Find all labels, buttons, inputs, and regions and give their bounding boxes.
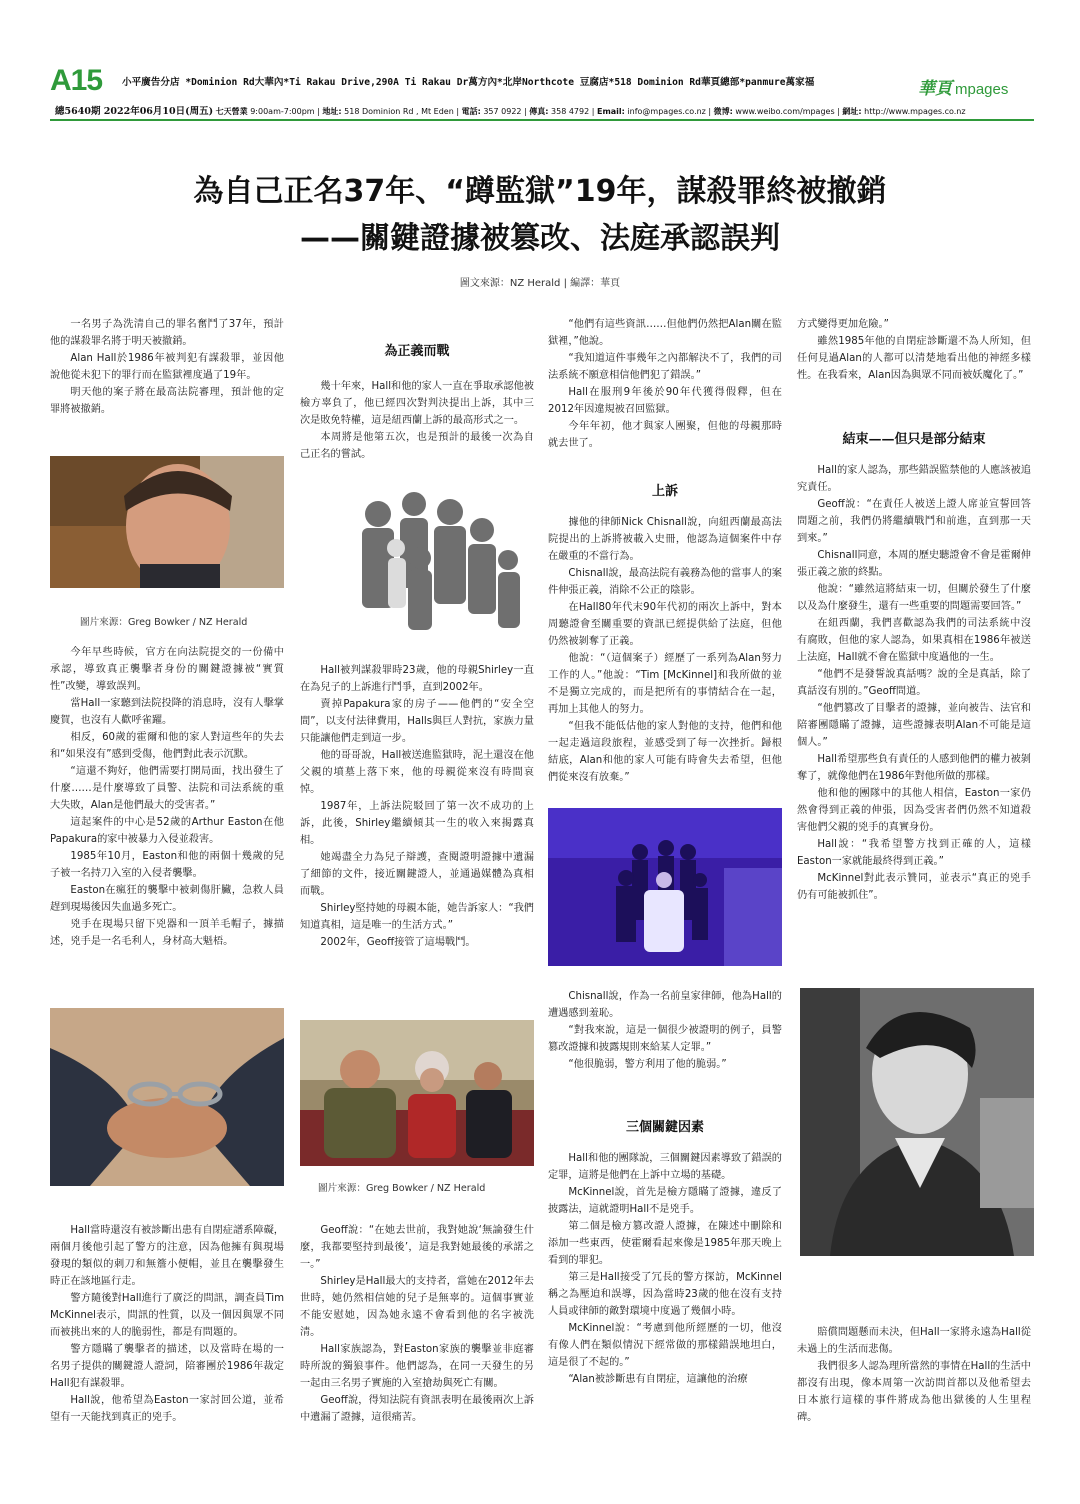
paragraph: McKinnel說，首先是檢方隱瞞了證據，違反了披露法，這就證明Hall不是兇手。 [548, 1187, 782, 1215]
logo-mark: 華頁 [918, 79, 952, 98]
paragraph: Shirley堅持她的母親本能，她告訴家人：“我們知道真相，這是唯一的生活方式。” [300, 903, 534, 931]
paragraph: 明天他的案子將在最高法院審理，預計他的定罪將被撤銷。 [50, 387, 284, 415]
paragraph: 兇手在現場只留下兇器和一頂羊毛帽子，據描述，兇手是一名毛利人，身材高大魁梧。 [50, 919, 284, 947]
issue-date: 總5640期 2022年06月10日(周五) [55, 106, 214, 117]
paragraph: 賠償問題懸而未決，但Hall一家將永遠為Hall從未過上的生活而悲傷。 [797, 1327, 1031, 1355]
email-label: Email: [596, 107, 625, 116]
column-3-appeal [548, 514, 782, 786]
young-alan-hall-photo [800, 988, 1034, 1256]
paragraph: 第二個是檢方篡改證人證據，在陳述中刪除和添加一些東西，使霍爾看起來像是1985年那天晚上看到的罪犯。 [548, 1221, 782, 1266]
subhead-fight-for-justice: 為正義而戰 [384, 344, 450, 359]
paragraph: Hall當時還沒有被診斷出患有自閉症譜系障礙，兩個月後他引起了警方的注意，因為他擁有與現場發現的類似的刺刀和無簷小便帽，並且在襲擊發生時正在該地區行走。 [50, 1225, 284, 1287]
column-3-bottom [548, 1150, 782, 1388]
logo-word: mpages [955, 81, 1009, 98]
website[interactable]: http://www.mpages.co.nz [864, 107, 966, 116]
paragraph: 今年早些時候，官方在向法院提交的一份備中承認，導致真正襲擊者身份的關鍵證據被“實質性”改變，導致誤判。 [50, 647, 284, 692]
paragraph: Hall說：“我希望警方找到正確的人，這樣Easton一家就能最終得到正義。” [797, 839, 1031, 867]
photo-caption: 圖片來源：Greg Bowker / NZ Herald [318, 1183, 486, 1194]
paragraph: 他說：“（這個案子）經歷了一系列為Alan努力工作的人。”他說：“Tim [McKinnel]和我所做的並不是獨立完成的，而是把所有的事情結合在一起，再加上其他人的努力。 [548, 653, 782, 715]
photo-caption: 圖片來源：Greg Bowker / NZ Herald [80, 617, 248, 628]
paragraph: 今年年初，他才與家人團聚，但他的母親那時就去世了。 [548, 421, 782, 449]
column-4-bottom [797, 1324, 1031, 1426]
column-3-top [548, 316, 782, 452]
paragraph: Easton在瘋狂的襲擊中被刺傷肝臟，急救人員趕到現場後因失血過多死亡。 [50, 885, 284, 913]
paragraph: 第三是Hall接受了冗長的警方探訪，McKinnel稱之為壓迫和誤導，因為當時23歲的他在沒有支持人員或律師的敵對環境中度過了幾個小時。 [548, 1272, 782, 1317]
weibo-label: 微博: [713, 107, 733, 116]
paragraph: Hall的家人認為，那些錯誤監禁他的人應該被追究責任。 [797, 465, 1031, 493]
paragraph: McKinnel說：“考慮到他所經歷的一切，他沒有像人們在類似情況下經常做的那樣錯誤地坦白，這是很了不起的。” [548, 1323, 782, 1368]
paragraph: 在Hall80年代末90年代初的兩次上訴中，對本周聽證會至關重要的資訊已經提供給了法庭，但他仍然被剝奪了正義。 [548, 602, 782, 647]
paragraph: “對我來說，這是一個很少被證明的例子，員警篡改證據和披露規則來給某人定罪。” [548, 1025, 782, 1053]
column-2-middle [300, 662, 534, 951]
paragraph: “他們篡改了目擊者的證據，並向被告、法官和陪審團隱瞞了證據，這些證據表明Alan不可能是這個人。” [797, 703, 1031, 748]
paragraph: Chisnall說，最高法院有義務為他的當事人的案件伸張正義，消除不公正的陰影。 [548, 568, 782, 596]
paragraph: Hall和他的團隊說，三個關鍵因素導致了錯誤的定罪，這將是他們在上訴中立場的基礎。 [548, 1153, 782, 1181]
paragraph: Alan Hall於1986年被判犯有謀殺罪，並因他說他從未犯下的罪行而在監獄裡度過了19年。 [50, 353, 284, 381]
paragraph: “他們不是發誓說真話嗎？說的全是真話，除了真話沒有別的。”Geoff問道。 [797, 669, 1031, 697]
paragraph: 警方隱瞞了襲擊者的描述，以及當時在場的一名男子提供的關鍵證人證詞，陪審團於1986年裁定Hall犯有謀殺罪。 [50, 1344, 284, 1389]
paragraph: 警方隨後對Hall進行了廣泛的問訊，調查員Tim McKinnel表示，問訊的性質，以及一個因與眾不同而被挑出來的人的脆弱性，都是有問題的。 [50, 1293, 284, 1338]
alan-hall-portrait-photo [50, 456, 284, 588]
column-3-middle [548, 988, 782, 1073]
family-portrait-purple-photo [548, 808, 782, 966]
paragraph: Hall希望那些負有責任的人感到他們的權力被剝奪了，就像他們在1986年對他所做的那樣。 [797, 754, 1031, 782]
paragraph: 據他的律師Nick Chisnall說，向紐西蘭最高法院提出的上訴將被載入史冊，他認為這個案件中存在嚴重的不當行為。 [548, 517, 782, 562]
hours: 9:00am-7:00pm [250, 107, 315, 116]
column-1-middle [50, 644, 284, 950]
source-credit: 圖文來源：NZ Herald | 編譯：華頁 [459, 278, 621, 289]
paragraph: Shirley是Hall最大的支持者，當她在2012年去世時，她仍然相信她的兒子是無辜的。這個事實並不能安慰她，因為她永遠不會看到他的名字被洗清。 [300, 1276, 534, 1338]
paragraph: Geoff說，得知法院有資訊表明在最後兩次上訴中遺漏了證據，這很痛苦。 [300, 1395, 534, 1423]
phone-label: 電話: [461, 107, 481, 116]
mpages-logo [918, 74, 1008, 99]
paragraph: 他的哥哥說，Hall被送進監獄時，泥土還沒在他父親的墳墓上落下來，他的母親從來沒有時間哀悼。 [300, 750, 534, 795]
paragraph: 他說：“雖然這將結束一切，但關於發生了什麼以及為什麼發生，還有一些重要的問題需要回答。” [797, 584, 1031, 612]
paragraph: 他和他的團隊中的其他人相信，Easton一家仍然會得到正義的伸張，因為受害者們仍然不知道殺害他們父親的兇手的真實身份。 [797, 788, 1031, 833]
page-number: A15 [50, 64, 103, 97]
column-2-bottom [300, 1222, 534, 1426]
subhead-ending: 結束——但只是部分結束 [842, 432, 986, 447]
branch-list: 小平廣告分店 *Dominion Rd大華內*Ti Rakau Drive,290A Ti Rakau Dr萬方內*北岸Northcote 豆腐店*518 Dominion Rd華頁總部*panmure萬家福 [122, 77, 815, 88]
paragraph: “Alan被診斷患有自閉症，這讓他的治療 [568, 1374, 748, 1385]
headline: 為自己正名37年、“蹲監獄”19年，謀殺罪終被撤銷 [193, 174, 887, 209]
phone: 357 0922 [483, 107, 522, 116]
paragraph: Hall被判謀殺罪時23歲，他的母親Shirley一直在為兒子的上訴進行鬥爭，直到2002年。 [300, 665, 534, 693]
weibo[interactable]: www.weibo.com/mpages [735, 107, 835, 116]
paragraph: 在紐西蘭，我們喜歡認為我們的司法系統中沒有腐敗，但他的家人認為，如果真相在1986年被送上法庭，Hall就不會在監獄中度過他的一生。 [797, 618, 1031, 663]
column-4-top [797, 316, 1031, 384]
paragraph: Hall說，他希望為Easton一家討回公道，並希望有一天能找到真正的兇手。 [50, 1395, 284, 1423]
paragraph: 2002年，Geoff接管了這場戰鬥。 [320, 937, 476, 948]
paragraph: 本周將是他第五次，也是預計的最後一次為自己正名的嘗試。 [300, 432, 534, 460]
paragraph: 這起案件的中心是52歲的Arthur Easton在他Papakura的家中被暴力入侵並殺害。 [50, 817, 284, 845]
paragraph: 幾十年來，Hall和他的家人一直在爭取承認他被檢方辜負了，他已經四次對判決提出上訴，其中三次是敗免特權，這是紐西蘭上訴的最高形式之一。 [300, 381, 534, 426]
paragraph: Hall在服刑9年後於90年代獲得假釋，但在2012年因違規被召回監獄。 [548, 387, 782, 415]
fax: 358 4792 [551, 107, 590, 116]
address: 518 Dominion Rd , Mt Eden [344, 107, 454, 116]
paragraph: “我知道這件事幾年之內都解決不了，我們的司法系統不願意相信他們犯了錯誤。” [548, 353, 782, 381]
paragraph: “他很脆弱，警方利用了他的脆弱。” [568, 1059, 727, 1070]
paragraph: Chisnall同意，本周的歷史聽證會不會是霍爾伸張正義之旅的終點。 [797, 550, 1031, 578]
paragraph: 當Hall一家聽到法院投降的消息時，沒有人擊掌慶賀，也沒有人歡呼雀躍。 [50, 698, 284, 726]
subhead-appeal: 上訴 [651, 484, 678, 499]
email[interactable]: info@mpages.co.nz [627, 107, 706, 116]
column-1-bottom [50, 1222, 284, 1426]
paragraph: “但我不能低估他的家人對他的支持，他們和他一起走過這段旅程，並感受到了每一次挫折。歸根結底，Alan和他的家人可能有時會失去希望，但他們從來沒有放棄。” [548, 721, 782, 783]
handcuffs-photo [50, 1008, 284, 1186]
subheadline: ——關鍵證據被篡改、法庭承認誤判 [300, 221, 780, 256]
column-4-middle [797, 462, 1031, 904]
column-1-top [50, 316, 284, 418]
family-children-photo [300, 478, 534, 650]
paragraph: 相反，60歲的霍爾和他的家人對這些年的失去和“如果沒有”感到受傷，他們對此表示沉默。 [50, 732, 284, 760]
family-sofa-photo [300, 1020, 534, 1166]
fax-label: 傳真: [529, 107, 549, 116]
header-rule [50, 119, 1034, 121]
paragraph: 1985年10月，Easton和他的兩個十幾歲的兒子被一名持刀入室的入侵者襲擊。 [50, 851, 284, 879]
paragraph: Chisnall說，作為一名前皇家律師，他為Hall的遭遇感到羞恥。 [548, 991, 782, 1019]
paragraph: 一名男子為洗清自己的罪名奮鬥了37年，預計他的謀殺罪名將于明天被撤銷。 [50, 319, 284, 347]
paragraph: 1987年，上訴法院駁回了第一次不成功的上訴，此後，Shirley繼續傾其一生的收入來揭露真相。 [300, 801, 534, 846]
paragraph: “他們有這些資訊……但他們仍然把Alan關在監獄裡，”他說。 [548, 319, 782, 347]
paragraph: 我們很多人認為理所當然的事情在Hall的生活中都沒有出現，像本周第一次訪問首都以及他希望去日本旅行這樣的事件將成為他出獄後的人生里程碑。 [797, 1361, 1031, 1423]
subhead-three-key-factors: 三個關鍵因素 [625, 1120, 704, 1135]
paragraph: 她竭盡全力為兒子辯護，查閱證明證據中遺漏了細節的文件，接近關鍵證人，並通過媒體為真相而戰。 [300, 852, 534, 897]
paragraph: McKinnel對此表示贊同，並表示“真正的兇手仍有可能被抓住”。 [797, 873, 1031, 901]
paragraph: Geoff說：“在她去世前，我對她說‘無論發生什麼，我都要堅持到最後’，這是我對她最後的承諾之一。” [300, 1225, 534, 1270]
paragraph: Geoff說：“在責任人被送上證人席並宣誓回答問題之前，我們仍將繼續戰鬥和前進，直到那一天到來。” [797, 499, 1031, 544]
column-2-top [300, 378, 534, 463]
paragraph: 賣掉Papakura家的房子——他們的“安全空間”，以支付法律費用，Halls與巨人對抗，家族力量只能讓他們走到這一步。 [300, 699, 534, 744]
address-label: 地址: [322, 107, 342, 116]
paragraph: 雖然1985年他的自閉症診斷還不為人所知，但任何見過Alan的人都可以清楚地看出他的神經多樣性。在我看來，Alan因為與眾不同而被妖魔化了。” [797, 336, 1031, 381]
paragraph: “這還不夠好，他們需要打開局面，找出發生了什麼……是什麼導致了員警、法院和司法系統的重大失敗，Alan是他們最大的受害者。” [50, 766, 284, 811]
paragraph: 方式變得更加危險。” [797, 319, 889, 330]
hours-label: 七天營業 [215, 107, 248, 116]
website-label: 網址: [842, 107, 862, 116]
paragraph: Hall家族認為，對Easton家族的襲擊並非庭審時所說的獨狼事件。他們認為，在同一天發生的另一起由三名男子實施的入室搶劫與死亡有關。 [300, 1344, 534, 1389]
issue-info-line: 總5640期 2022年06月10日(周五) 七天營業 9:00am-7:00pm | 地址: 518 Dominion Rd , Mt Eden | 電話: 357 0922 | 傳真: 358 4792 | Email: info@mpages.co.nz | 微博: www.weibo.com/mpages | 網址: http://www.mpages.co.nz [55, 106, 966, 117]
